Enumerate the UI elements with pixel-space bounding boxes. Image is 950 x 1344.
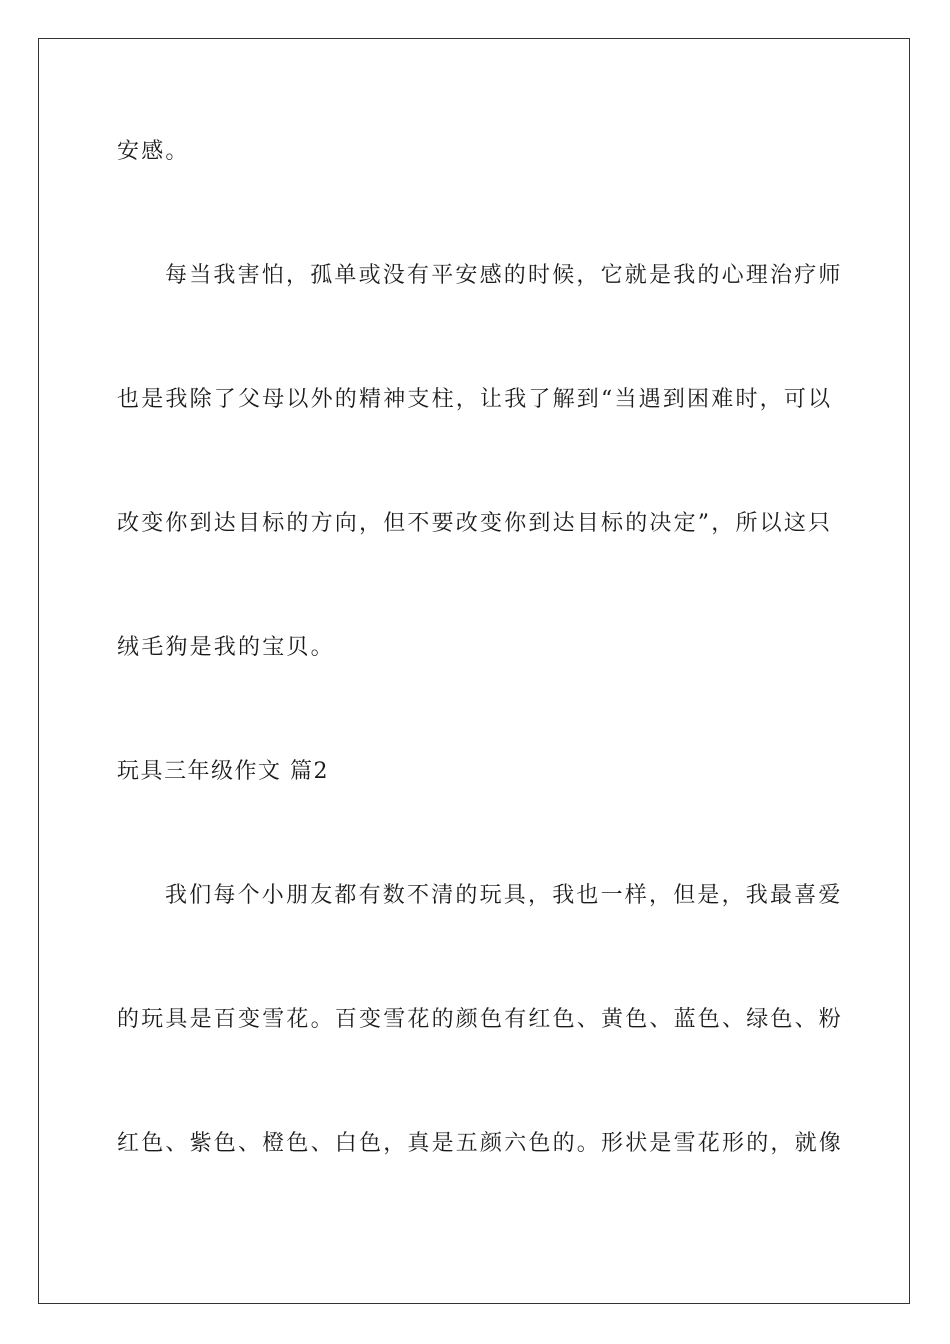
- paragraph-line: 每当我害怕，孤单或没有平安感的时候，它就是我的心理治疗师: [165, 263, 843, 288]
- section-heading: 玩具三年级作文 篇2: [117, 759, 329, 784]
- paragraph-line: 绒毛狗是我的宝贝。: [117, 635, 335, 660]
- paragraph-line: 改变你到达目标的方向，但不要改变你到达目标的决定”，所以这只: [117, 511, 833, 536]
- paragraph-line: 红色、紫色、橙色、白色，真是五颜六色的。形状是雪花形的，就像: [117, 1131, 844, 1156]
- paragraph-line: 也是我除了父母以外的精神支柱，让我了解到“当遇到困难时，可以: [117, 387, 833, 412]
- page-border: [38, 38, 910, 1304]
- paragraph-line: 的玩具是百变雪花。百变雪花的颜色有红色、黄色、蓝色、绿色、粉: [117, 1007, 844, 1032]
- paragraph-line: 我们每个小朋友都有数不清的玩具，我也一样，但是，我最喜爱: [165, 883, 843, 908]
- paragraph-line: 安感。: [117, 139, 190, 164]
